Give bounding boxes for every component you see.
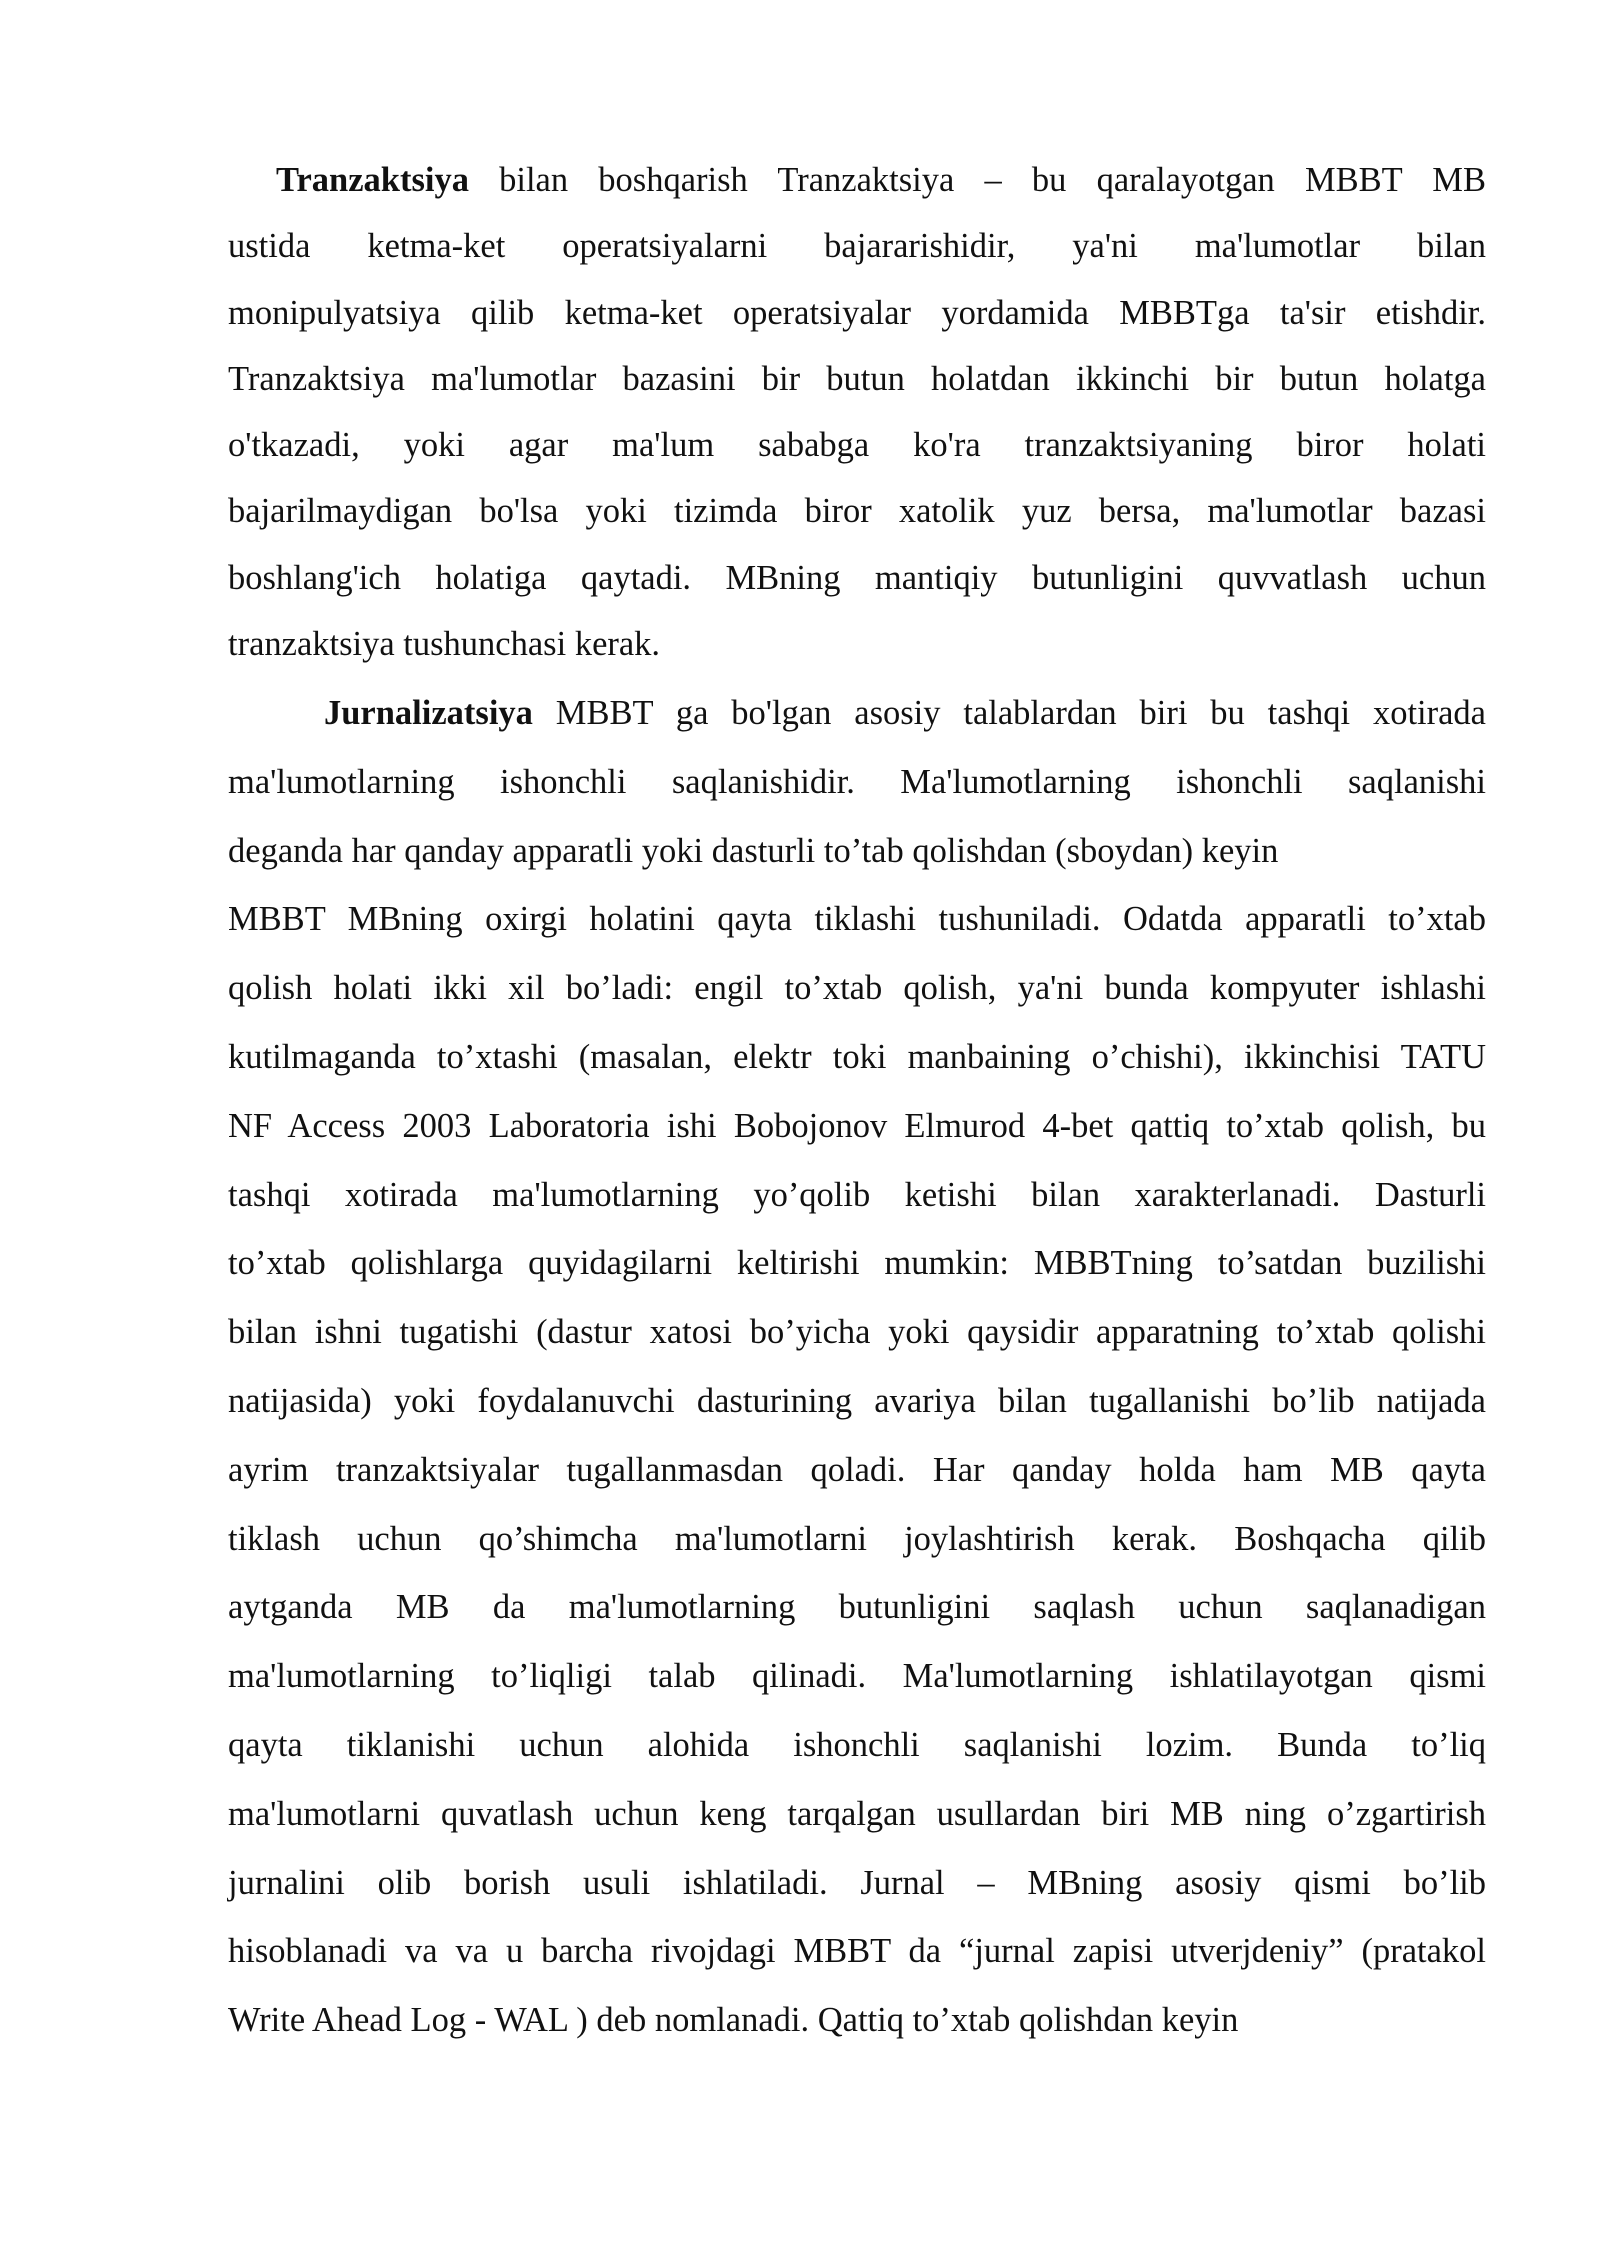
paragraph-line: bilan ishni tugatishi (dastur xatosi bo’yicha yoki qaysidir apparatning to’xtab qolishi: [228, 1313, 1486, 1352]
term-journaling: Jurnalizatsiya: [324, 694, 533, 732]
paragraph-line: NF Access 2003 Laboratoria ishi Bobojonov Elmurod 4-bet qattiq to’xtab qolish, bu: [228, 1106, 1486, 1145]
paragraph-line: natijasida) yoki foydalanuvchi dasturining avariya bilan tugallanishi bo’lib natijada: [228, 1381, 1486, 1420]
paragraph-line: tranzaktsiya tushunchasi kerak.: [228, 625, 661, 664]
paragraph-line: MBBT MBning oxirgi holatini qayta tiklashi tushuniladi. Odatda apparatli to’xtab: [228, 900, 1486, 939]
paragraph-journaling: [228, 679, 1486, 2055]
paragraph-line: deganda har qanday apparatli yoki dasturli to’tab qolishdan (sboydan) keyin: [228, 831, 1279, 870]
paragraph-line: ustida ketma-ket operatsiyalarni bajararishidir, ya'ni ma'lumotlar bilan: [228, 227, 1486, 266]
paragraph-line: bajarilmaydigan bo'lsa yoki tizimda biror xatolik yuz bersa, ma'lumotlar bazasi: [228, 492, 1486, 531]
paragraph-line: hisoblanadi va va u barcha rivojdagi MBBT da “jurnal zapisi utverjdeniy” (pratakol: [228, 1932, 1486, 1971]
term-transaction: Tranzaktsiya: [276, 161, 469, 199]
paragraph-line: tashqi xotirada ma'lumotlarning yo’qolib ketishi bilan xarakterlanadi. Dasturli: [228, 1175, 1486, 1214]
paragraph-line: Jurnalizatsiya MBBT ga bo'lgan asosiy talablardan biri bu tashqi xotirada: [324, 694, 1486, 732]
paragraph-line: ma'lumotlarning ishonchli saqlanishidir. Ma'lumotlarning ishonchli saqlanishi: [228, 762, 1486, 801]
paragraph-line: o'tkazadi, yoki agar ma'lum sababga ko'ra tranzaktsiyaning biror holati: [228, 426, 1486, 465]
paragraph-line: Write Ahead Log - WAL ) deb nomlanadi. Qattiq to’xtab qolishdan keyin: [228, 2001, 1239, 2040]
paragraph-line: Tranzaktsiya bilan boshqarish Tranzaktsiya – bu qaralayotgan MBBT MB: [276, 161, 1486, 199]
paragraph-line: jurnalini olib borish usuli ishlatiladi. Jurnal – MBning asosiy qismi bo’lib: [228, 1863, 1486, 1902]
paragraph-line: boshlang'ich holatiga qaytadi. MBning mantiqiy butunligini quvvatlash uchun: [228, 558, 1486, 597]
paragraph-line: ma'lumotlarning to’liqligi talab qilinadi. Ma'lumotlarning ishlatilayotgan qismi: [228, 1657, 1486, 1696]
paragraph-line: tiklash uchun qo’shimcha ma'lumotlarni joylashtirish kerak. Boshqacha qilib: [228, 1519, 1486, 1558]
paragraph-line: Tranzaktsiya ma'lumotlar bazasini bir butun holatdan ikkinchi bir butun holatga: [228, 359, 1486, 398]
paragraph-line: qayta tiklanishi uchun alohida ishonchli saqlanishi lozim. Bunda to’liq: [228, 1725, 1486, 1764]
paragraph-line: to’xtab qolishlarga quyidagilarni keltirishi mumkin: MBBTning to’satdan buzilishi: [228, 1244, 1486, 1283]
paragraph-line: ayrim tranzaktsiyalar tugallanmasdan qoladi. Har qanday holda ham MB qayta: [228, 1450, 1486, 1489]
paragraph-line: monipulyatsiya qilib ketma-ket operatsiyalar yordamida MBBTga ta'sir etishdir.: [228, 293, 1486, 332]
paragraph-line: aytganda MB da ma'lumotlarning butunligini saqlash uchun saqlanadigan: [228, 1588, 1486, 1627]
paragraph-line: ma'lumotlarni quvatlash uchun keng tarqalgan usullardan biri MB ning o’zgartirish: [228, 1794, 1486, 1833]
paragraph-line: kutilmaganda to’xtashi (masalan, elektr toki manbaining o’chishi), ikkinchisi TATU: [228, 1037, 1486, 1076]
paragraph-transaction: [228, 147, 1486, 677]
paragraph-line: qolish holati ikki xil bo’ladi: engil to’xtab qolish, ya'ni bunda kompyuter ishlashi: [228, 969, 1486, 1008]
